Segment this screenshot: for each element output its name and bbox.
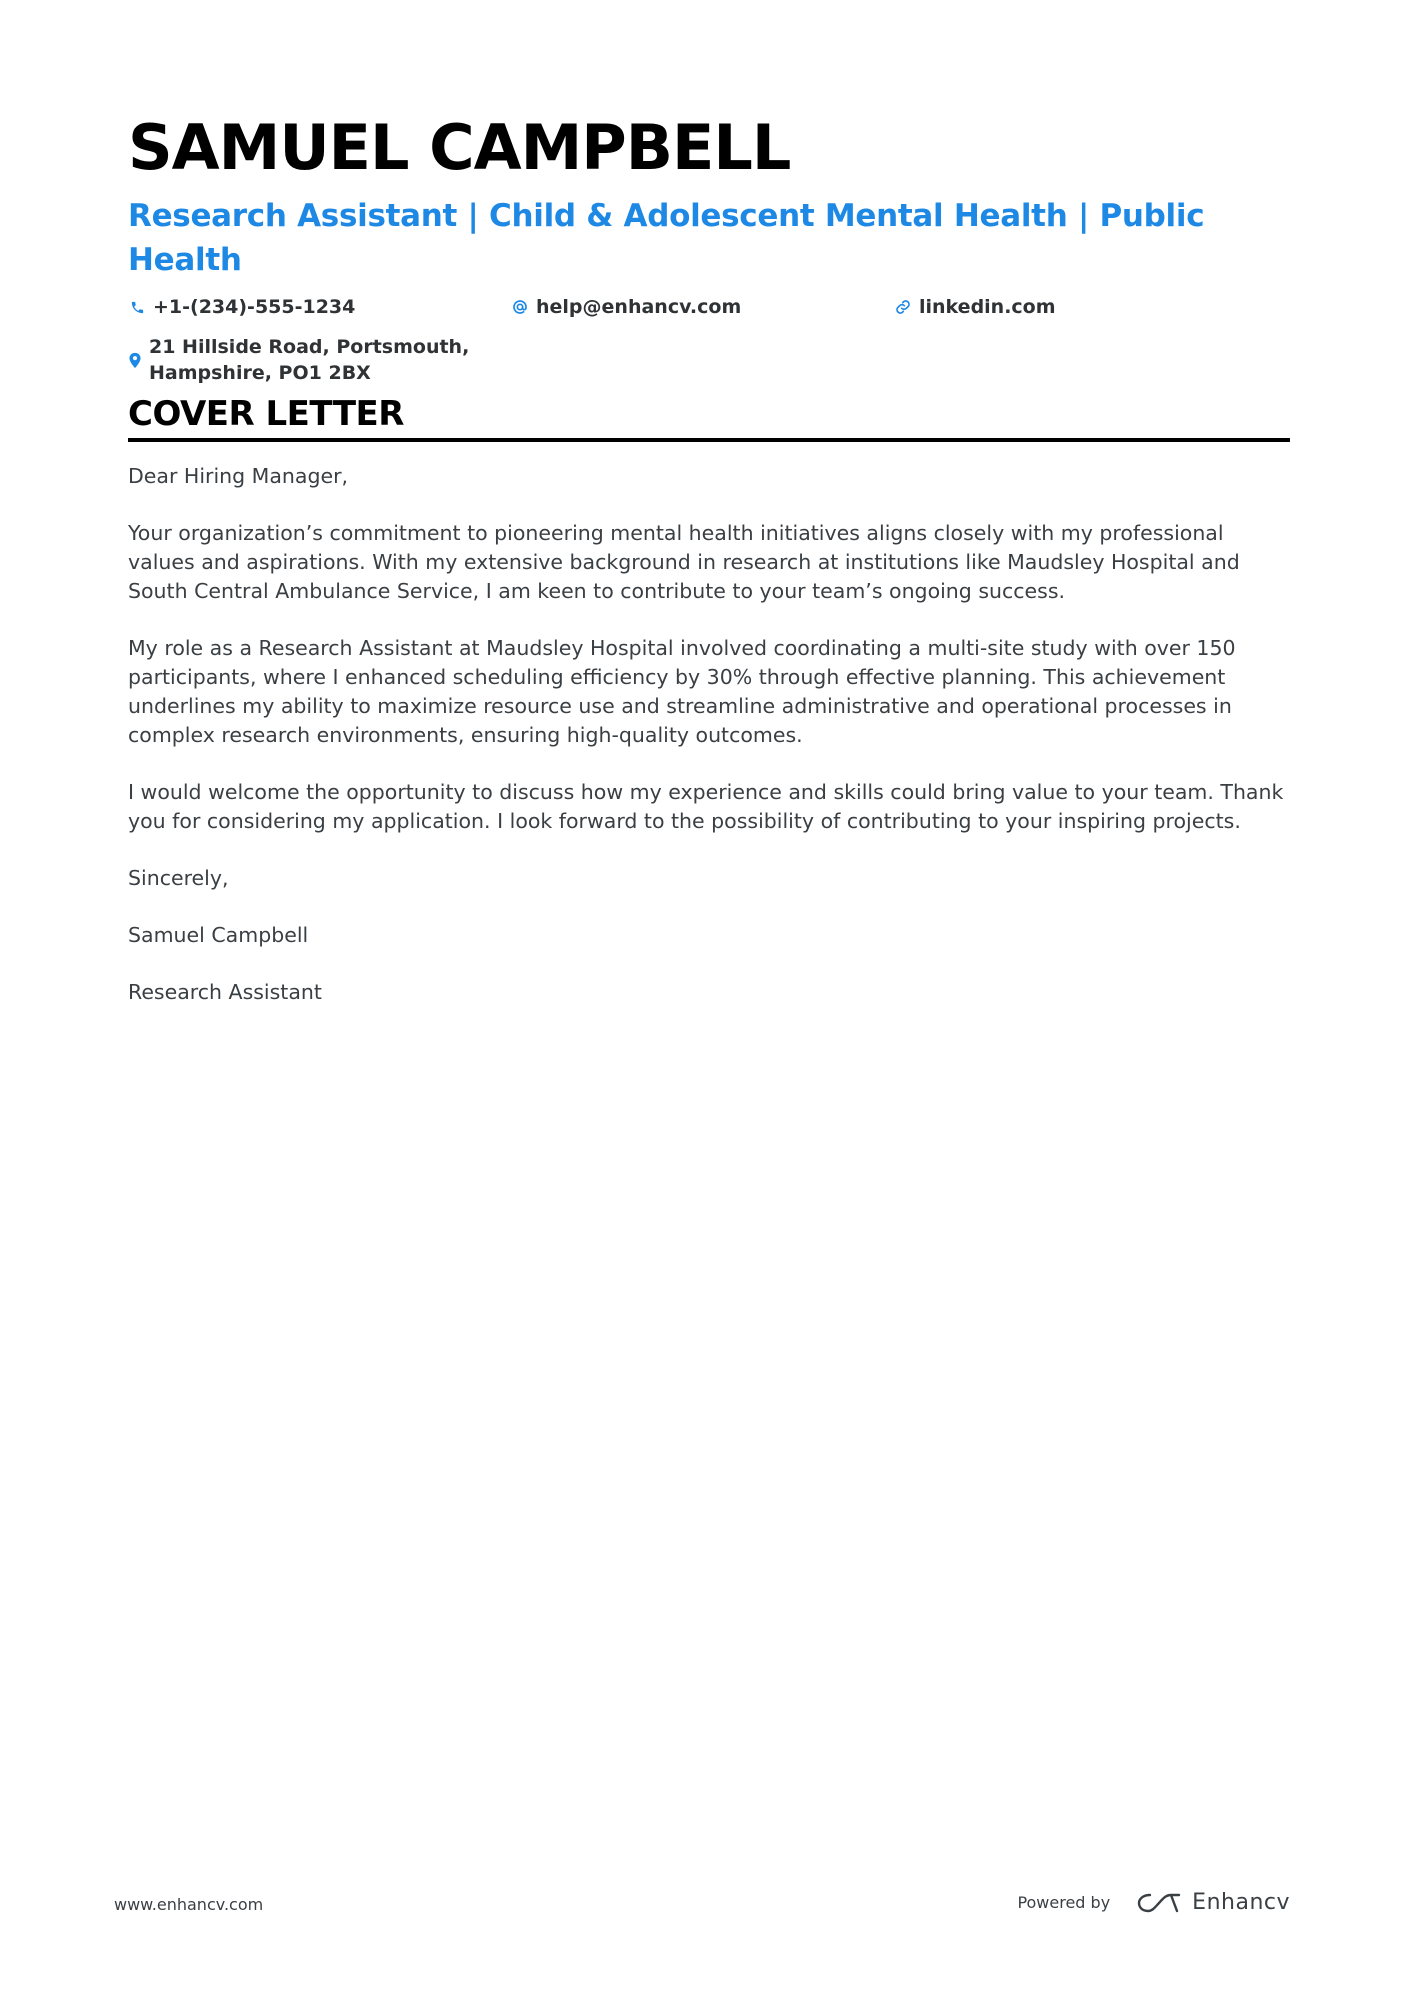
letter-body	[128, 462, 1290, 1007]
resume-header	[128, 108, 1288, 386]
contact-phone	[128, 294, 511, 320]
cover-letter-section	[128, 392, 1290, 1035]
enhancv-logo-icon	[1136, 1890, 1290, 1915]
contact-link[interactable]	[894, 294, 1277, 320]
powered-by-label: Powered by	[1017, 1893, 1111, 1912]
letter-paragraph: I would welcome the opportunity to discuss how my experience and skills could bring value to your team. Thank you for considering my application. I look forward to the possibility of contributing to your inspiring projects.	[128, 780, 1284, 833]
brand-name: Enhancv	[1192, 1890, 1290, 1915]
section-title: COVER LETTER	[128, 394, 404, 434]
email-text[interactable]: help@enhancv.com	[536, 296, 742, 318]
footer-website[interactable]: www.enhancv.com	[114, 1895, 264, 1914]
section-divider	[128, 438, 1290, 442]
letter-signature-title: Research Assistant	[128, 980, 322, 1004]
contact-info	[128, 294, 1288, 386]
letter-paragraph: My role as a Research Assistant at Maudsley Hospital involved coordinating a multi-site study with over 150 participants, where I enhanced scheduling efficiency by 30% through effective planning. This achievement underlines my ability to maximize resource use and streamline administrative and operational processes in complex research environments, ensuring high-quality outcomes.	[128, 636, 1236, 747]
footer-branding	[1017, 1890, 1290, 1915]
candidate-name: SAMUEL CAMPBELL	[128, 111, 791, 184]
letter-paragraph: Your organization’s commitment to pioneering mental health initiatives aligns closely with my professional values and aspirations. With my extensive background in research at institutions like Maudsley Hospital and South Central Ambulance Service, I am keen to contribute to your team’s ongoing success.	[128, 521, 1240, 603]
contact-address	[128, 334, 511, 386]
address-text: 21 Hillside Road, Portsmouth, Hampshire, PO1 2BX	[149, 336, 470, 384]
letter-signature: Samuel Campbell	[128, 923, 309, 947]
contact-email[interactable]	[511, 294, 894, 320]
link-text[interactable]: linkedin.com	[919, 296, 1056, 318]
phone-icon	[128, 298, 146, 316]
letter-greeting: Dear Hiring Manager,	[128, 464, 349, 488]
letter-closing: Sincerely,	[128, 866, 229, 890]
candidate-subtitle: Research Assistant | Child & Adolescent Mental Health | Public Health	[128, 198, 1205, 278]
at-icon	[511, 298, 529, 316]
link-icon	[894, 298, 912, 316]
location-pin-icon	[128, 351, 142, 369]
phone-text: +1-(234)-555-1234	[153, 296, 356, 318]
